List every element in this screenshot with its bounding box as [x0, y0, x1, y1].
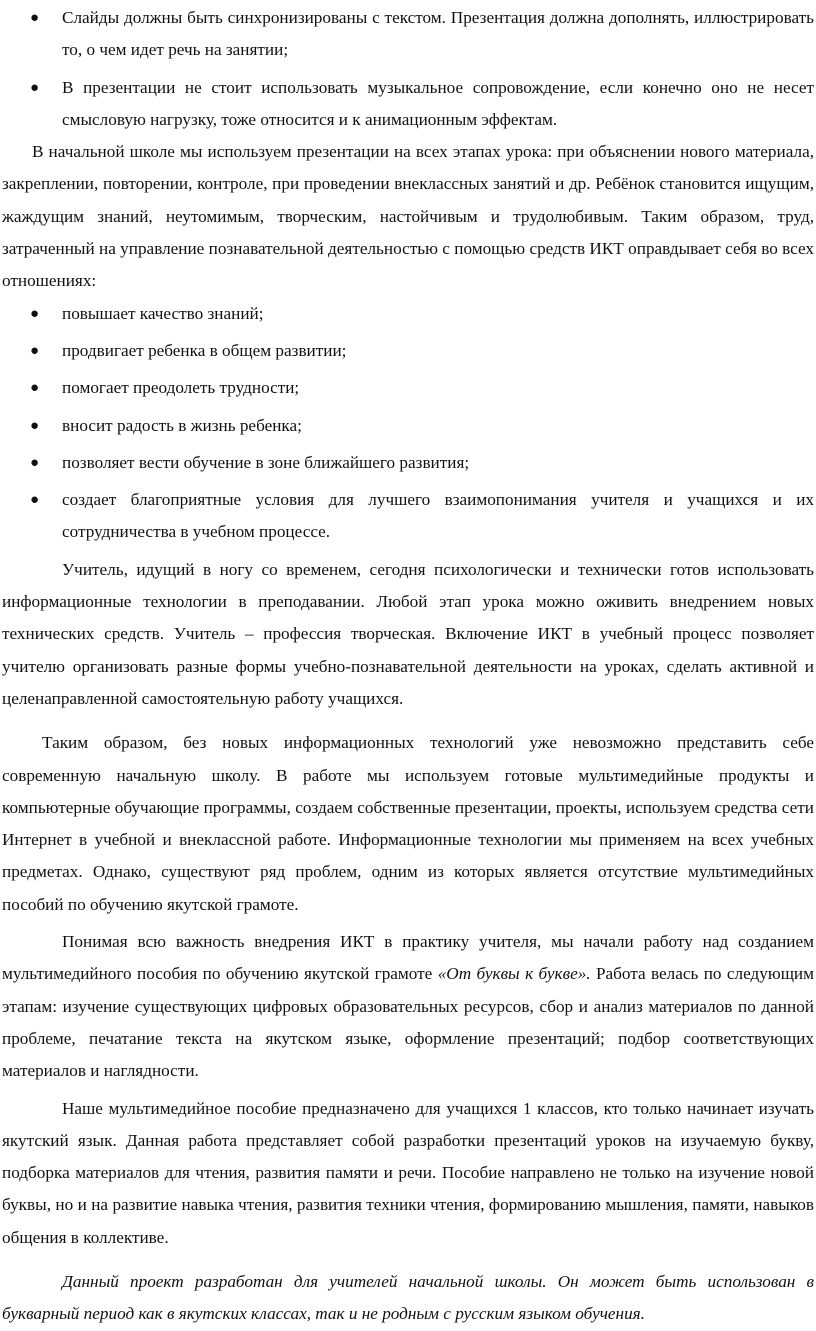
- list-item: [2, 410, 814, 442]
- list-item-text: позволяет вести обучение в зоне ближайшего развития;: [62, 452, 470, 472]
- bullet-list-top: [2, 2, 814, 136]
- list-item: [2, 447, 814, 479]
- list-item: [2, 484, 814, 549]
- list-item: [2, 72, 814, 137]
- paragraph-modern-school: Таким образом, без новых информационных технологий уже невозможно представить себе современную начальную школу. В работе мы используем готовые мультимедийные продукты и компьютерные обучающие программы, создаем собственные презентации, проекты, используем средства сети Интернет в учебной и внеклассной работе. Информационные технологии мы применяем на всех учебных предметах. Однако, существуют ряд проблем, одним из которых является отсутствие мультимедийных пособий по обучению якутской грамоте.: [2, 733, 814, 914]
- paragraph-manual-purpose: Наше мультимедийное пособие предназначено для учащихся 1 классов, кто только начинает изучать якутский язык. Данная работа представляет собой разработки презентаций уроков на изучаемую букву, подборка материалов для чтения, развития памяти и речи. Пособие направлено не только на изучение новой буквы, но и на развитие навыка чтения, развития техники чтения, формированию мышления, памяти, навыков общения в коллективе.: [2, 1098, 814, 1247]
- list-item: [2, 2, 814, 67]
- list-item-text: повышает качество знаний;: [62, 303, 264, 323]
- paragraph-project-note: Данный проект разработан для учителей начальной школы. Он может быть использован в букварный период как в якутских классах, так и не родным с русским языком обучения.: [2, 1271, 814, 1324]
- list-item-text: создает благоприятные условия для лучшего взаимопонимания учителя и учащихся и их сотрудничества в учебном процессе.: [62, 490, 814, 542]
- list-item-text: Слайды должны быть синхронизированы с текстом. Презентация должна дополнять, иллюстрировать то, о чем идет речь на занятии;: [62, 8, 814, 60]
- list-item: [2, 372, 814, 404]
- paragraph-text: Работа велась по следующим этапам: изучение существующих цифровых образовательных ресурсов, сбор и анализ материалов по данной проблеме, печатание текста на якутском языке, оформление презентаций; подбор соответствующих материалов и наглядности.: [2, 964, 815, 1081]
- paragraph-presentations-stages: В начальной школе мы используем презентации на всех этапах урока: при объяснении нового материала, закреплении, повторении, контроле, при проведении внеклассных занятий и др. Ребёнок становится ищущим, жаждущим знаний, неутомимым, творческим, настойчивым и трудолюбивым. Таким образом, труд, затраченный на управление познавательной деятельностью с помощью средств ИКТ оправдывает себя во всех отношениях:: [2, 142, 814, 291]
- bullet-icon: ●: [30, 492, 40, 509]
- list-item-text: продвигает ребенка в общем развитии;: [62, 340, 347, 360]
- list-item-text: В презентации не стоит использовать музыкальное сопровождение, если конечно оно не несет смысловую нагрузку, тоже относится и к анимационным эффектам.: [62, 77, 814, 129]
- paragraph-work-stages: [2, 926, 814, 1087]
- list-item-text: помогает преодолеть трудности;: [62, 378, 300, 398]
- bullet-icon: ●: [30, 454, 40, 471]
- manual-title: «От буквы к букве».: [437, 964, 591, 984]
- bullet-icon: ●: [30, 342, 40, 359]
- list-item: [2, 298, 814, 330]
- paragraph-text: Понимая всю важность внедрения ИКТ в практику учителя, мы начали работу над созданием мультимедийного пособия по обучению якутской грамоте: [2, 932, 814, 984]
- paragraph-teacher: Учитель, идущий в ногу со временем, сегодня психологически и технически готов использовать информационные технологии в преподавании. Любой этап урока можно оживить внедрением новых технических средств. Учитель – профессия творческая. Включение ИКТ в учебный процесс позволяет учителю организовать разные формы учебно-познавательной деятельности на уроках, сделать активной и целенаправленной самостоятельную работу учащихся.: [2, 559, 814, 708]
- bullet-icon: ●: [30, 79, 40, 96]
- bullet-icon: ●: [30, 305, 40, 322]
- bullet-list-benefits: [2, 298, 814, 549]
- list-item-text: вносит радость в жизнь ребенка;: [62, 415, 302, 435]
- bullet-icon: ●: [30, 380, 40, 397]
- bullet-icon: ●: [30, 10, 40, 26]
- list-item: [2, 335, 814, 367]
- bullet-icon: ●: [30, 417, 40, 434]
